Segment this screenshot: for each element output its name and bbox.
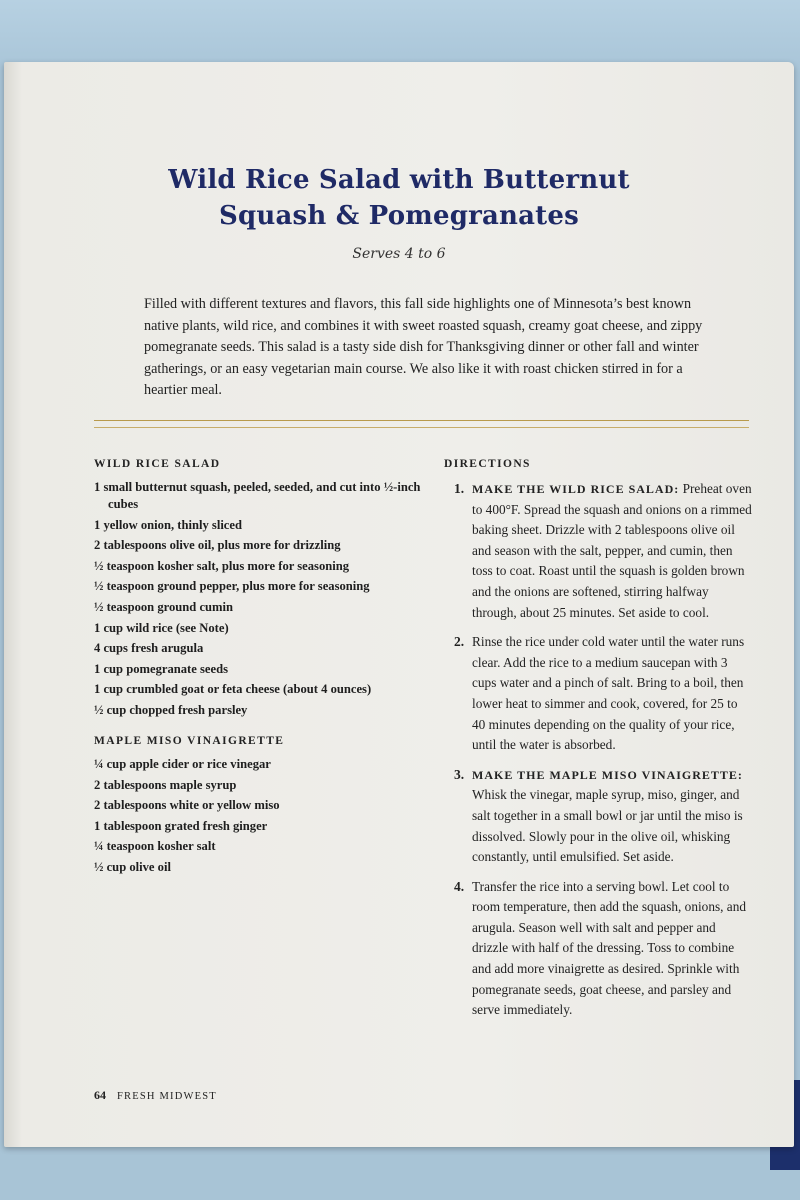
list-item: 1 small butternut squash, peeled, seeded, and cut into ½-inch cubes xyxy=(94,480,421,511)
recipe-intro: Filled with different textures and flavors, this fall side highlights one of Minnesota’s best known native plants, wild rice, and combines it with sweet roasted squash, creamy goat cheese, and zippy pomegranate seeds. This salad is a tasty side dish for Thanksgiving dinner or other fall and winter gatherings, or an easy vegetarian main course. We also like it with roast chicken stirred in for a heartier meal. xyxy=(144,296,703,398)
list-item: ¼ teaspoon kosher salt xyxy=(94,839,216,854)
direction-step xyxy=(444,765,754,868)
list-item: ½ teaspoon kosher salt, plus more for seasoning xyxy=(94,558,350,573)
list-item: 1 cup wild rice (see Note) xyxy=(94,620,229,635)
recipe-title-line-1: Wild Rice Salad with Butternut xyxy=(168,165,630,195)
list-item: 4 cups fresh arugula xyxy=(94,641,204,656)
list-item: ½ teaspoon ground cumin xyxy=(94,599,234,614)
list-item: 2 tablespoons maple syrup xyxy=(94,777,237,792)
list-item: 1 tablespoon grated fresh ginger xyxy=(94,818,268,833)
step-text: Preheat oven to 400°F. Spread the squash and onions on a rimmed baking sheet. Drizzle with 2 tablespoons olive oil and season with the salt, pepper, and cumin, then toss to coat. Roast until the squash is golden brown and the onions are softened, stirring halfway through, about 25 minutes. Set aside to cool. xyxy=(472,481,752,620)
directions-column xyxy=(444,458,754,1030)
list-item: ½ teaspoon ground pepper, plus more for seasoning xyxy=(94,579,370,594)
step-text: Transfer the rice into a serving bowl. Let cool to room temperature, then add the squash, onions, and arugula. Season well with salt and pepper and drizzle with half of the dressing. Toss to combine and add more vinaigrette as desired. Sprinkle with pomegranate seeds, goat cheese, and parsley and serve immediately. xyxy=(472,878,746,1018)
list-item: 2 tablespoons olive oil, plus more for drizzling xyxy=(94,538,341,553)
book-page xyxy=(4,62,794,1147)
list-item: ½ cup olive oil xyxy=(94,859,171,874)
ingredients-column xyxy=(94,458,424,880)
page-number: 64 xyxy=(94,1088,106,1102)
step-number: 2. xyxy=(454,634,465,650)
section-divider xyxy=(94,420,749,428)
book-title: FRESH MIDWEST xyxy=(117,1091,217,1102)
directions-heading: DIRECTIONS xyxy=(444,458,531,470)
direction-step xyxy=(444,877,754,1021)
step-lead: MAKE THE WILD RICE SALAD: xyxy=(472,482,680,496)
ingredients-heading-salad: WILD RICE SALAD xyxy=(94,458,221,470)
recipe-title xyxy=(4,162,794,234)
direction-step xyxy=(444,632,754,756)
list-item: 2 tablespoons white or yellow miso xyxy=(94,798,280,813)
list-item: ¼ cup apple cider or rice vinegar xyxy=(94,756,271,771)
ingredient-list-vinaigrette xyxy=(94,756,424,876)
step-number: 3. xyxy=(454,766,465,782)
recipe-title-line-2: Squash & Pomegranates xyxy=(219,201,579,231)
step-number: 4. xyxy=(454,878,465,894)
list-item: ½ cup chopped fresh parsley xyxy=(94,702,248,717)
step-text: Whisk the vinegar, maple syrup, miso, ginger, and salt together in a small bowl or jar until the miso is dissolved. Slowly pour in the olive oil, whisking constantly, until emulsified. Set aside. xyxy=(472,787,743,865)
step-text: Rinse the rice under cold water until the water runs clear. Add the rice to a medium saucepan with 3 cups water and a pinch of salt. Bring to a boil, then lower heat to simmer and cook, covered, for 25 to 40 minutes depending on the quality of your rice, until the water is absorbed. xyxy=(472,634,745,753)
list-item: 1 cup pomegranate seeds xyxy=(94,661,228,676)
direction-step xyxy=(444,479,754,623)
background-surface xyxy=(0,0,800,70)
ingredients-heading-vinaigrette: MAPLE MISO VINAIGRETTE xyxy=(94,734,285,747)
step-number: 1. xyxy=(454,481,465,496)
list-item: 1 cup crumbled goat or feta cheese (about 4 ounces) xyxy=(94,682,372,697)
direction-steps xyxy=(444,479,754,1021)
page-footer xyxy=(94,1088,217,1103)
ingredient-list-salad xyxy=(94,479,424,719)
step-lead: MAKE THE MAPLE MISO VINAIGRETTE: xyxy=(472,767,743,782)
serves-note: Serves 4 to 6 xyxy=(352,246,446,262)
list-item: 1 yellow onion, thinly sliced xyxy=(94,517,242,532)
